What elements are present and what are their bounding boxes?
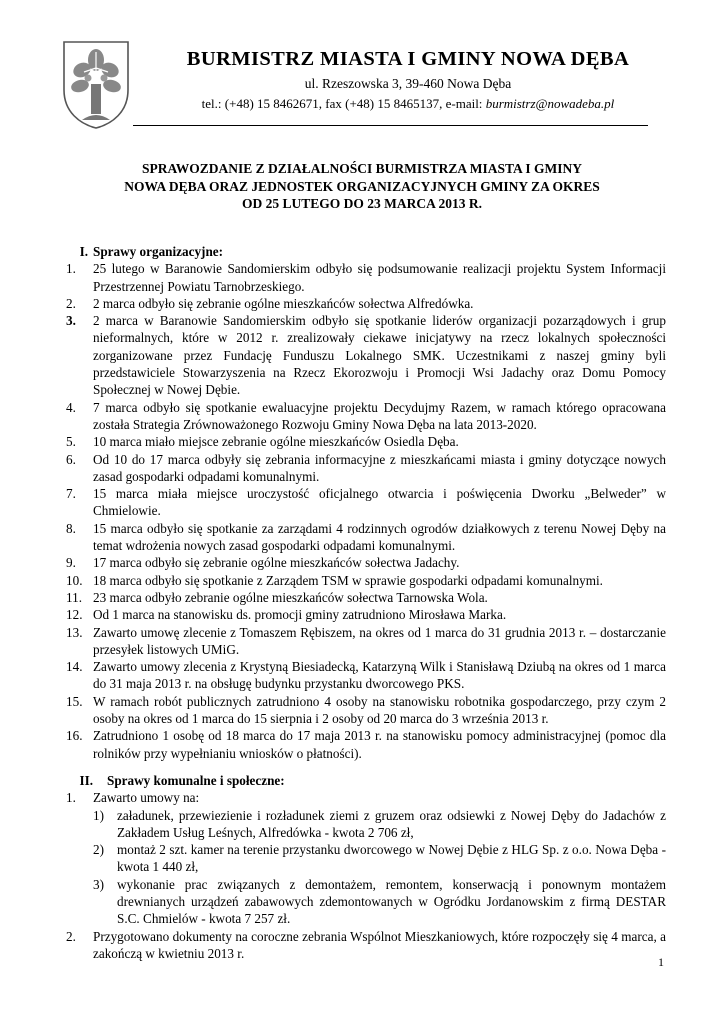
- sub-item: [66, 876, 666, 928]
- list-item: [66, 624, 666, 659]
- item-text: 7 marca odbyło się spotkanie ewaluacyjne projektu Decydujmy Razem, w ramach którego opracowana została Strategia Zrównoważonego Rozwoju Gminy Nowa Dęba na lata 2013-2020.: [93, 399, 666, 432]
- report-title-line: SPRAWOZDANIE Z DZIAŁALNOŚCI BURMISTRZA MIASTA I GMINY: [141, 161, 583, 176]
- list-item: [66, 606, 666, 623]
- item-text: Od 1 marca na stanowisku ds. promocji gminy zatrudniono Mirosława Marka.: [93, 607, 507, 623]
- section-spacer: [66, 762, 666, 772]
- item-number: 14.: [66, 659, 83, 675]
- section-number: II.: [79, 772, 93, 788]
- item-number: 15.: [66, 693, 83, 709]
- item-text: 18 marca odbyło się spotkanie z Zarządem TSM w sprawie gospodarki odpadami komunalnymi.: [93, 572, 603, 588]
- letterhead-divider: [133, 125, 648, 126]
- contact-phone-fax: tel.: (+48) 15 8462671, fax (+48) 15 8465137, e-mail:: [201, 96, 486, 111]
- sub-item-text: załadunek, przewiezienie i rozładunek ziemi z gruzem oraz odsiewki z Nowej Dęby do Jadachów z Zakładem Usług Leśnych, Alfredówka - kwota 2 706 zł,: [117, 807, 666, 840]
- list-item: [66, 399, 666, 434]
- item-text: 15 marca odbyło się spotkanie za zarządami 4 rodzinnych ogrodów działkowych z terenu Nowej Dęby na temat wdrożenia nowych zasad gospodarki odpadami komunalnymi.: [93, 520, 666, 554]
- list-item: [66, 727, 666, 762]
- item-number: 9.: [66, 555, 76, 571]
- list-item: [66, 589, 666, 606]
- item-text: 23 marca odbyło zebranie ogólne mieszkańców sołectwa Tarnowska Wola.: [93, 589, 488, 605]
- contact-email: burmistrz@nowadeba.pl: [485, 96, 615, 111]
- item-text: Przygotowano dokumenty na coroczne zebrania Wspólnot Mieszkaniowych, które rozpoczęły się 4 marca, a zakończą w kwietniu 2013 r.: [93, 928, 666, 961]
- item-text: Zawarto umowę zlecenie z Tomaszem Rębiszem, na okres od 1 marca do 31 grudnia 2013 r. – dostarczanie przesyłek listowych UMiG.: [93, 624, 666, 657]
- section-heading: [66, 243, 666, 260]
- item-text: Od 10 do 17 marca odbyły się zebrania informacyjne z mieszkańcami miasta i gminy dotyczące nowych zasad gospodarki odpadami komunalnymi.: [93, 451, 666, 484]
- section-title: Sprawy organizacyjne:: [93, 244, 224, 259]
- sub-item-number: 1): [93, 807, 104, 823]
- page-number: 1: [658, 955, 664, 969]
- item-number: 6.: [66, 451, 76, 467]
- item-number: 1.: [66, 261, 76, 277]
- item-number: 16.: [66, 728, 83, 744]
- list-item: [66, 295, 666, 312]
- sub-item-number: 2): [93, 842, 104, 858]
- list-item: [66, 451, 666, 486]
- item-number: 10.: [66, 572, 83, 588]
- item-number: 2.: [66, 928, 76, 944]
- item-text: 15 marca miała miejsce uroczystość oficjalnego otwarcia i poświęcenia Dworku „Belweder” w Chmielowie.: [93, 486, 666, 519]
- list-item: [66, 572, 666, 589]
- item-text: 10 marca miało miejsce zebranie ogólne mieszkańców Osiedla Dęba.: [93, 434, 459, 450]
- letterhead-contact: [148, 96, 668, 112]
- item-number: 1.: [66, 790, 76, 806]
- item-text: 2 marca odbyło się zebranie ogólne mieszkańców sołectwa Alfredówka.: [93, 295, 474, 311]
- list-item: [66, 260, 666, 295]
- item-text: W ramach robót publicznych zatrudniono 4 osoby na stanowisku robotnika gospodarczego, przy czym 2 osoby na okres od 1 marca do 15 sierpnia i 2 osoby od 20 marca do 3 września 2013 r.: [93, 693, 666, 727]
- item-number: 8.: [66, 520, 76, 536]
- list-item: [66, 693, 666, 728]
- item-text: Zawarto umowy na:: [93, 790, 200, 806]
- sub-item: [66, 807, 666, 842]
- list-item: [66, 554, 666, 571]
- report-title-line: NOWA DĘBA ORAZ JEDNOSTEK ORGANIZACYJNYCH GMINY ZA OKRES: [124, 178, 600, 194]
- item-text: 2 marca w Baranowie Sandomierskim odbyło się spotkanie liderów organizacji pozarządowych i grup nieformalnych, które w 2012 r. zrealizowały ciekawe inicjatywy na rzecz lokalnych społeczności zorganizowane przez Fundację Funduszu Lokalnego SMK. Uczestnikami z naszej gminy byli przedstawiciele Stowarzyszenia na Rzecz Ekorozwoju i Promocji Wsi Jadachy oraz Domu Pomocy Społecznej w Nowej Dębie.: [93, 313, 666, 398]
- oak-tree-coat-of-arms-icon: [60, 38, 132, 130]
- sub-item-text: montaż 2 szt. kamer na terenie przystanku dworcowego w Nowej Dębie z HLG Sp. z o.o. Nowa Dęba - kwota 1 440 zł,: [117, 842, 666, 875]
- sub-item-number: 3): [93, 876, 104, 892]
- report-title: [90, 160, 634, 213]
- list-item: [66, 433, 666, 450]
- list-item: [66, 789, 666, 806]
- list-item: [66, 658, 666, 693]
- section-heading: [66, 772, 666, 789]
- item-number: 2.: [66, 295, 76, 311]
- item-number: 12.: [66, 607, 83, 623]
- list-item: [66, 520, 666, 555]
- item-number: 7.: [66, 486, 76, 502]
- item-number: 5.: [66, 434, 76, 450]
- section-number: I.: [79, 244, 88, 259]
- letterhead-address: ul. Rzeszowska 3, 39-460 Nowa Dęba: [304, 76, 512, 91]
- item-number: 13.: [66, 624, 83, 640]
- letterhead-title: BURMISTRZ MIASTA I GMINY NOWA DĘBA: [186, 48, 630, 70]
- item-text: 25 lutego w Baranowie Sandomierskim odbyło się podsumowanie realizacji projektu System Informacji Przestrzennej Powiatu Tarnobrzeskiego.: [93, 261, 666, 294]
- report-body: [66, 243, 666, 962]
- item-text: Zatrudniono 1 osobę od 18 marca do 17 maja 2013 r. na stanowisku pomocy administracyjnej (pomoc dla rolników przy wypełnianiu wniosków o płatności).: [93, 728, 666, 761]
- item-number: 3.: [66, 313, 76, 329]
- report-title-line: OD 25 LUTEGO DO 23 MARCA 2013 R.: [241, 196, 482, 211]
- item-text: 17 marca odbyło się zebranie ogólne mieszkańców sołectwa Jadachy.: [93, 555, 460, 571]
- item-number: 4.: [66, 399, 76, 415]
- list-item: [66, 485, 666, 520]
- item-number: 11.: [66, 589, 82, 605]
- list-item: [66, 928, 666, 963]
- item-text: Zawarto umowy zlecenia z Krystyną Biesiadecką, Katarzyną Wilk i Stanisławą Dziubą na okres od 1 marca do 31 maja 2013 r. na obsługę budynku przystanku dworcowego PKS.: [93, 659, 666, 692]
- list-item: [66, 312, 666, 398]
- sub-item-text: wykonanie prac związanych z demontażem, remontem, konserwacją i ponownym montażem drewnianych urządzeń zabawowych zdemontowanych w Ogródku Jordanowskim z firmą DESTAR S.C. Chmielów - kwota 7 257 zł.: [117, 876, 666, 927]
- section-title: Sprawy komunalne i społeczne:: [107, 772, 285, 788]
- sub-item: [66, 841, 666, 876]
